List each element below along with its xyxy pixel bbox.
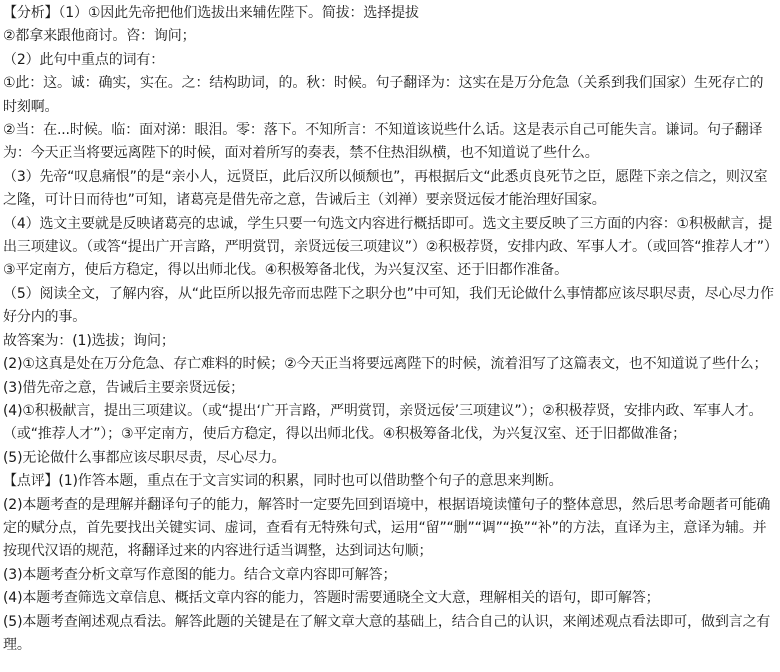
analysis-q2-heading: （2）此句中重点的词有： xyxy=(3,51,165,68)
analysis-q2-item1: ①此：这。诚：确实，实在。之：结构助词，的。秋：时候。句子翻译为：这实在是万分危急（关系到我们国家）生死存亡的时刻啊。 xyxy=(3,75,764,115)
answer-q4: (4)①积极献言，提出三项建议。（或“提出‘广开言路，严明赏罚，亲贤远佞’三项建议”）；②积极荐贤，安排内政、军事人才。（或“推荐人才”）；③平定南方，使后方稳定，得以出师北伐。④积极筹备北伐，为兴复汉室、还于旧都做准备； xyxy=(3,402,763,443)
analysis-q2-item2: ②当：在...时候。临：面对涕：眼泪。零：落下。不知所言：不知道该说些什么话。这是表示自己可能失言。谦词。句子翻译为：今天正当将要远离陛下的时候，面对着所写的奏表，禁不住热泪纵横，也不知道说了些什么。 xyxy=(3,122,763,162)
analysis-q1-line1: 【分析】（1）①因此先帝把他们选拔出来辅佐陛下。简拔：选择提拔 xyxy=(3,5,419,21)
comment-q4: (4)本题考查筛选文章信息、概括文章内容的能力，答题时需要通晓全文大意，理解相关的语句，即可解答； xyxy=(3,590,660,607)
analysis-q1-line2: ②都拿来跟他商讨。咨：询问； xyxy=(3,28,196,45)
analysis-q3: （3）先帝“叹息痛恨”的是“亲小人，远贤臣，此后汉所以倾颓也”，再根据后文“此悉贞良死节之臣，愿陛下亲之信之，则汉室之隆，可计日而待也”可知，诸葛亮是借先帝之意，告诫后主（刘禅）要亲贤远佞才能治理好国家。 xyxy=(3,168,768,209)
analysis-q5: （5）阅读全文，了解内容，从“此臣所以报先帝而忠陛下之职分也”中可知，我们无论做什么事情都应该尽职尽责，尽心尽力作好分内的事。 xyxy=(3,285,774,326)
comment-q2: (2)本题考查的是理解并翻译句子的能力，解答时一定要先回到语境中，根据语境读懂句子的整体意思，然后思考命题者可能确定的赋分点，首先要找出关键实词、虚词，查看有无特殊句式，运用“留”“删”“调”“换”“补”的方法，直译为主，意译为辅。并按现代汉语的规范，将翻译过来的内容进行适当调整，达到词达句顺； xyxy=(3,496,771,560)
comment-q3: (3)本题考查分析文章写作意图的能力。结合文章内容即可解答； xyxy=(3,566,397,583)
analysis-q4: （4）选文主要就是反映诸葛亮的忠诚，学生只要一句选文内容进行概括即可。选文主要反映了三方面的内容：①积极献言，提出三项建议。（或答“提出广开言路，严明赏罚，亲贤远佞三项建议”）②积极荐贤，安排内政、军事人才。（或回答“推荐人才”）③平定南方，使后方稳定，得以出师北伐。④积极筹备北伐，为兴复汉室、还于旧都作准备。 xyxy=(3,215,773,279)
answer-q1: 故答案为：(1)选拔；询问； xyxy=(3,332,175,349)
answer-q5: (5)无论做什么事都应该尽职尽责，尽心尽力。 xyxy=(3,449,286,466)
comment-q1: 【点评】(1)作答本题，重点在于文言实词的积累，同时也可以借助整个句子的意思来判断。 xyxy=(3,473,563,490)
comment-q5: (5)本题考查阐述观点看法。解答此题的关键是在了解文章大意的基础上，结合自己的认识，来阐述观点看法即可，做到言之有理。 xyxy=(3,613,771,653)
answer-q3: (3)借先帝之意，告诫后主要亲贤远佞； xyxy=(3,379,244,396)
answer-q2: (2)①这真是处在万分危急、存亡难料的时候；②今天正当将要远离陛下的时候，流着泪写了这篇表文，也不知道说了些什么； xyxy=(3,356,768,373)
